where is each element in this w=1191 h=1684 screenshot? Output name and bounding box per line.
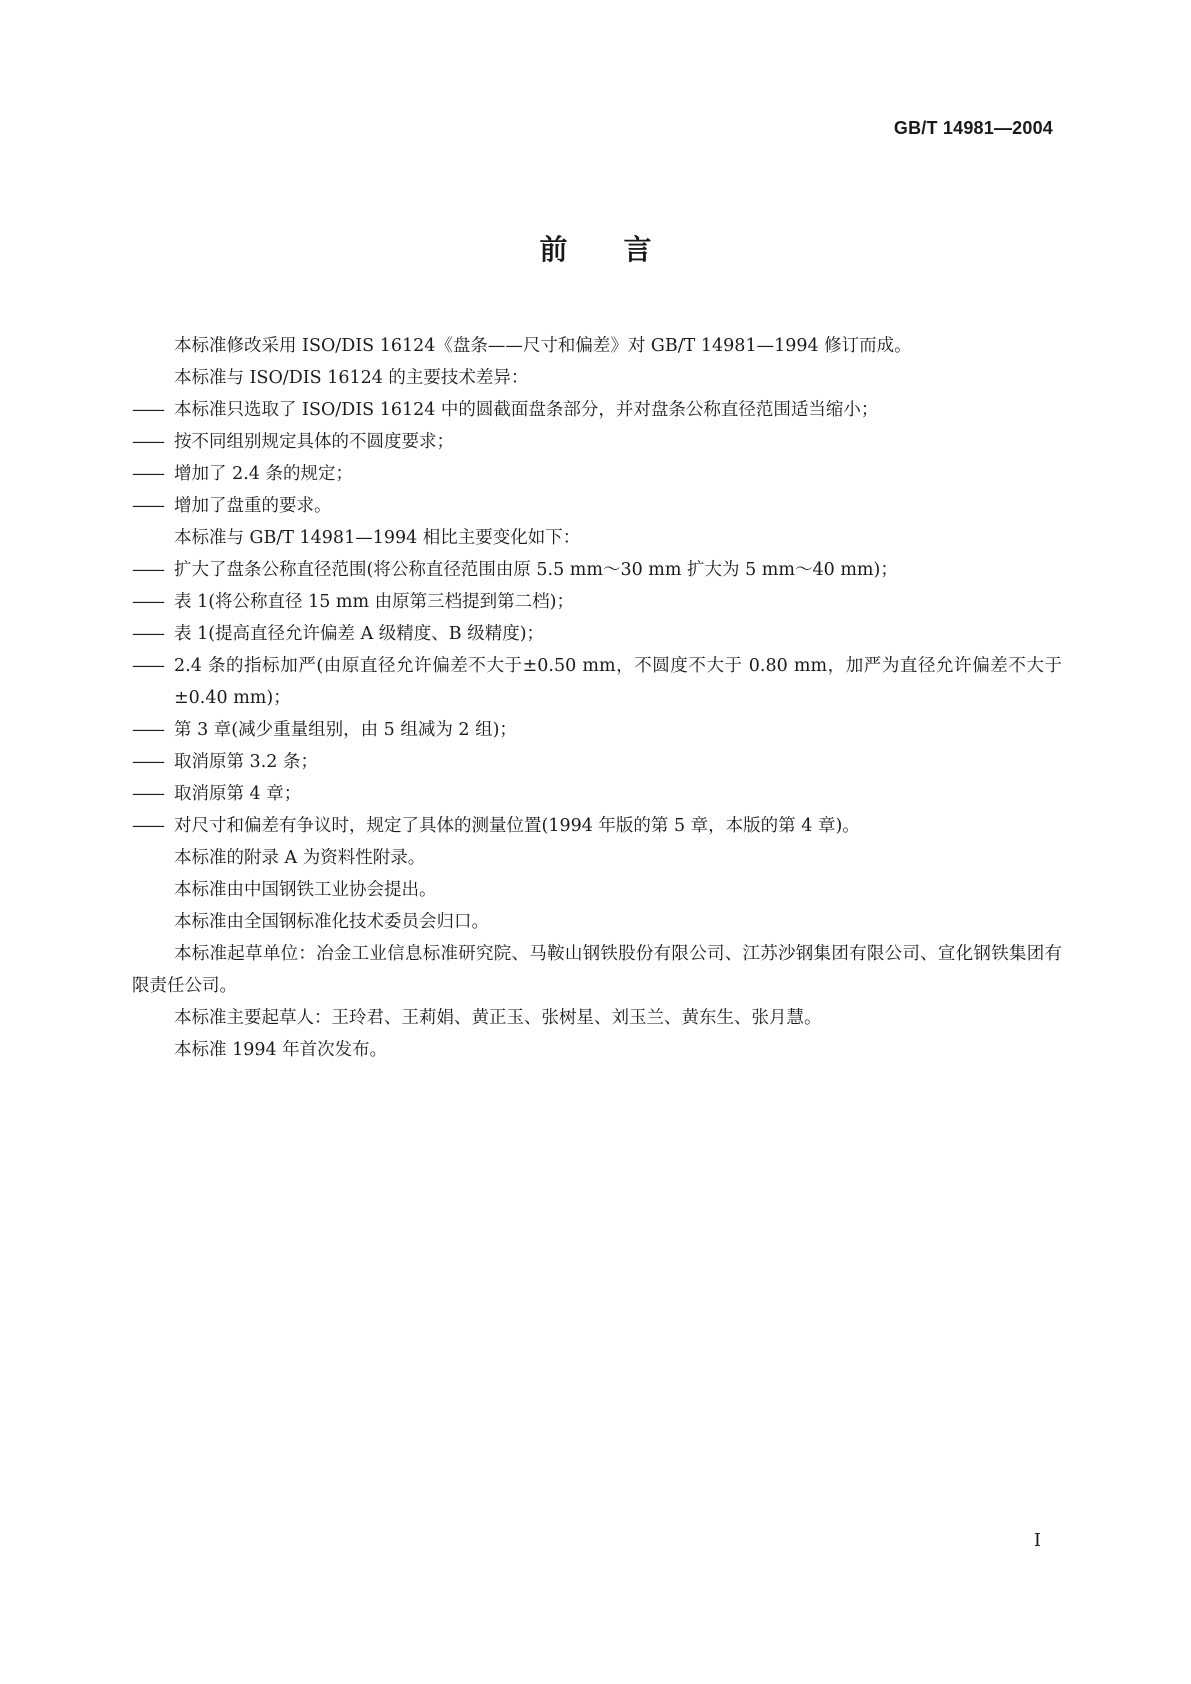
list-item	[132, 650, 1062, 714]
item-text: 取消原第 4 章；	[174, 784, 302, 804]
item-text: 表 1(将公称直径 15 mm 由原第三档提到第二档)；	[174, 592, 574, 612]
list-item	[132, 810, 1062, 842]
item-dash: ——	[132, 656, 163, 676]
item-text: 对尺寸和偏差有争议时，规定了具体的测量位置(1994 年版的第 5 章，本版的第 4 章)。	[174, 816, 860, 836]
list-item	[132, 618, 1062, 650]
item-dash: ——	[132, 496, 163, 516]
item-text: 增加了盘重的要求。	[174, 496, 332, 516]
item-dash: ——	[132, 752, 163, 772]
item-dash: ——	[132, 784, 163, 804]
standard-number: GB/T 14981—2004	[893, 118, 1053, 138]
paragraph: 本标准与 GB/T 14981—1994 相比主要变化如下：	[174, 528, 581, 548]
item-text: 增加了 2.4 条的规定；	[174, 464, 353, 484]
paragraph: 本标准起草单位：冶金工业信息标准研究院、马鞍山钢铁股份有限公司、江苏沙钢集团有限公司、宣化钢铁集团有限责任公司。	[132, 944, 1062, 996]
item-dash: ——	[132, 464, 163, 484]
list-item	[132, 554, 1062, 586]
item-text: 表 1(提高直径允许偏差 A 级精度、B 级精度)；	[174, 624, 545, 644]
list-item	[132, 746, 1062, 778]
list-item	[132, 778, 1062, 810]
list-item	[132, 586, 1062, 618]
item-dash: ——	[132, 432, 163, 452]
paragraph: 本标准由全国钢标准化技术委员会归口。	[174, 912, 489, 932]
paragraph: 本标准由中国钢铁工业协会提出。	[174, 880, 437, 900]
page-title: 前言	[539, 233, 708, 266]
list-item	[132, 458, 1062, 490]
item-dash: ——	[132, 400, 163, 420]
foreword-body	[132, 330, 1062, 1066]
paragraph: 本标准修改采用 ISO/DIS 16124《盘条——尺寸和偏差》对 GB/T 14981—1994 修订而成。	[174, 336, 912, 356]
item-text: 取消原第 3.2 条；	[174, 752, 318, 772]
item-dash: ——	[132, 816, 163, 836]
paragraph: 本标准与 ISO/DIS 16124 的主要技术差异：	[174, 368, 529, 388]
paragraph: 本标准主要起草人：王玲君、王莉娟、黄正玉、张树星、刘玉兰、黄东生、张月慧。	[174, 1008, 822, 1028]
item-text: 2.4 条的指标加严(由原直径允许偏差不大于±0.50 mm，不圆度不大于 0.80 mm，加严为直径允许偏差不大于±0.40 mm)；	[174, 656, 1062, 708]
item-dash: ——	[132, 624, 163, 644]
item-dash: ——	[132, 592, 163, 612]
paragraph: 本标准 1994 年首次发布。	[174, 1040, 388, 1060]
list-item	[132, 714, 1062, 746]
paragraph: 本标准的附录 A 为资料性附录。	[174, 848, 426, 868]
item-text: 本标准只选取了 ISO/DIS 16124 中的圆截面盘条部分，并对盘条公称直径范围适当缩小；	[174, 400, 879, 420]
item-text: 扩大了盘条公称直径范围(将公称直径范围由原 5.5 mm～30 mm 扩大为 5 mm～40 mm)；	[174, 560, 898, 580]
item-text: 第 3 章(减少重量组别，由 5 组减为 2 组)；	[174, 720, 517, 740]
list-item	[132, 426, 1062, 458]
list-item	[132, 394, 1062, 426]
item-dash: ——	[132, 560, 163, 580]
item-dash: ——	[132, 720, 163, 740]
page-number: I	[1033, 1530, 1041, 1551]
item-text: 按不同组别规定具体的不圆度要求；	[174, 432, 454, 452]
list-item	[132, 490, 1062, 522]
